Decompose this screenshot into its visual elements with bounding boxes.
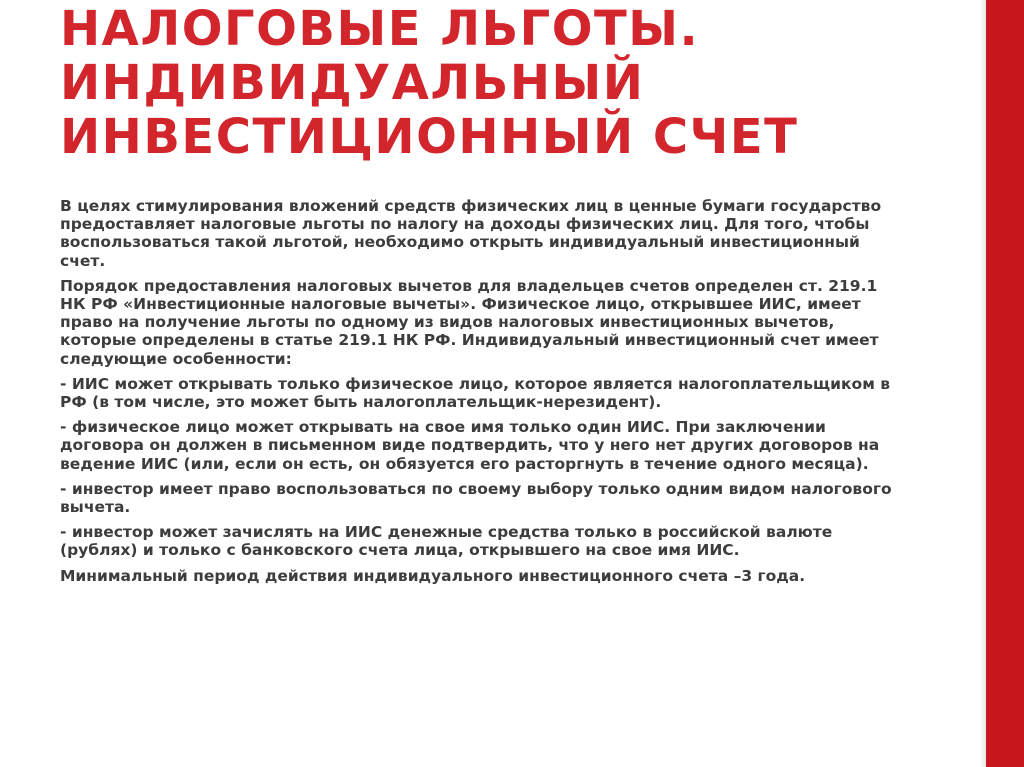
title-line-3: ИНВЕСТИЦИОННЫЙ СЧЕТ — [60, 109, 799, 165]
intro-paragraph: В целях стимулирования вложений средств физических лиц в ценные бумаги государство предоставляет налоговые льготы по налогу на доходы физических лиц. Для того, чтобы воспользоваться такой льготой, необходимо открыть индивидуальный инвестиционный счет. — [60, 197, 882, 270]
feature-item-3: - инвестор имеет право воспользоваться по своему выбору только одним видом налогового вычета. — [60, 479, 892, 517]
feature-item-2: - физическое лицо может открывать на свое имя только один ИИС. При заключении договора он должен в письменном виде подтвердить, что у него нет других договоров на ведение ИИС (или, если он есть, он обязуется его расторгнуть в течение одного месяца). — [60, 418, 880, 473]
feature-item-1: - ИИС может открывать только физическое лицо, которое является налогоплательщиком в РФ (в том числе, это может быть налогоплательщик-нерезидент). — [60, 374, 891, 412]
accent-side-bar — [986, 0, 1024, 767]
slide-title — [60, 2, 960, 164]
title-line-2: ИНДИВИДУАЛЬНЫЙ — [60, 55, 645, 111]
slide-body — [60, 197, 900, 592]
procedure-paragraph: Порядок предоставления налоговых вычетов для владельцев счетов определен ст. 219.1 НК РФ «Инвестиционные налоговые вычеты». Физическое лицо, открывшее ИИС, имеет право на получение льготы по одному из видов налоговых инвестиционных вычетов, которые определены в статье 219.1 НК РФ. Индивидуальный инвестиционный счет имеет следующие особенности: — [60, 276, 879, 368]
minimum-period-paragraph: Минимальный период действия индивидуального инвестиционного счета –3 года. — [60, 566, 806, 585]
title-line-1: НАЛОГОВЫЕ ЛЬГОТЫ. — [60, 1, 700, 57]
feature-item-4: - инвестор может зачислять на ИИС денежные средства только в российской валюте (рублях) и только с банковского счета лица, открывшего на свое имя ИИС. — [60, 523, 833, 560]
